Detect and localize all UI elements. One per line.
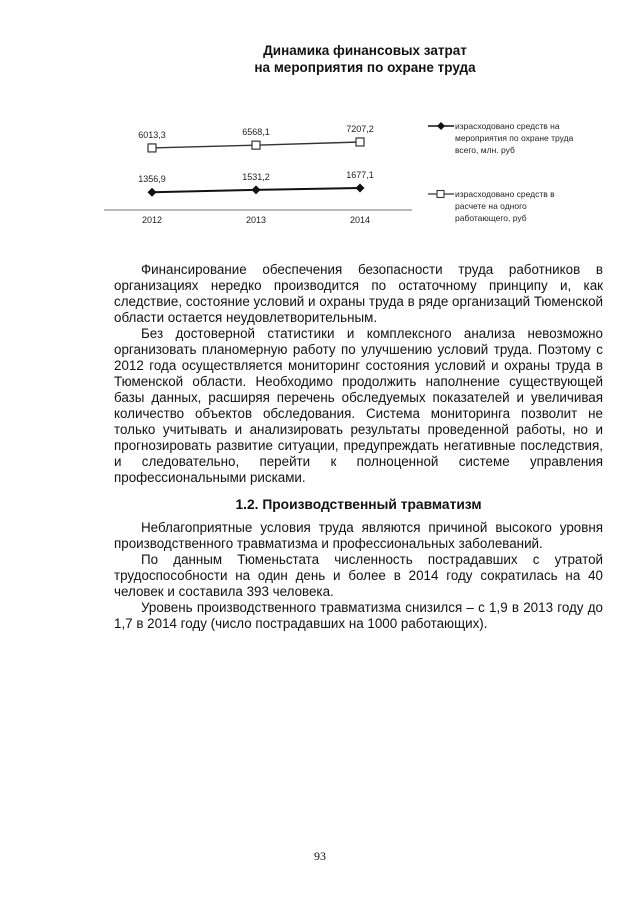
paragraph: Уровень производственного травматизма снизился – с 1,9 в 2013 году до 1,7 в 2014 году (число пострадавших на 1000 работающих). [114,600,603,631]
legend-total-line-2: мероприятия по охране труда [455,133,574,143]
data-point-s2-2014 [356,138,364,146]
data-label-s1-2014: 1677,1 [346,169,374,180]
chart-plot [100,95,420,250]
legend-total-line-1: израсходовано средств на [455,121,560,131]
body-section-1 [114,262,603,486]
page-number: 93 [314,849,326,863]
data-point-s1-2013 [252,185,261,194]
data-point-s1-2012 [148,188,157,197]
data-label-s2-2012: 6013,3 [138,129,166,140]
x-tick-label-2013: 2013 [245,215,267,225]
legend-total-line-3: всего, млн. руб [455,145,515,155]
legend-item-total [427,120,587,156]
paragraph: Без достоверной статистики и комплексного анализа невозможно организовать планомерную работу по улучшению условий труда. Поэтому с 2012 года осуществляется мониторинг состояния условий и охраны труда в Тюменской области. Необходимо продолжить наполнение существующей базы данных, расширяя перечень обследуемых показателей и увеличивая количество объектов обследования. Система мониторинга позволит не только учитывать и анализировать результаты проведенной работы, но и прогнозировать развитие ситуации, предупреждать негативные последствия, и следовательно, перейти к полноценной системе управления профессиональными рисками. [114,326,603,485]
x-tick-label-2012: 2012 [141,215,163,225]
paragraph: Неблагоприятные условия труда являются причиной высокого уровня производственного травматизма и профессиональных заболеваний. [114,520,603,551]
data-point-s1-2014 [356,183,365,192]
legend-diamond-icon [427,120,455,132]
data-label-s1-2012: 1356,9 [138,174,166,185]
legend-per-worker-line-1: израсходовано средств в [455,189,555,199]
legend-item-per-worker [427,188,587,224]
legend-per-worker-line-2: расчете на одного [455,201,527,211]
section-heading: 1.2. Производственный травматизм [235,497,482,512]
data-label-s1-2013: 1531,2 [242,171,270,182]
body-section-2 [114,520,603,632]
paragraph: По данным Тюменьстата численность пострадавших с утратой трудоспособности на один день и более в 2014 году сократилась на 40 человек и составила 393 человека. [114,552,603,599]
paragraph: Финансирование обеспечения безопасности труда работников в организациях нередко производится по остаточному принципу и, как следствие, состояние условий и охраны труда в ряде организаций Тюменской области остается неудовлетворительным. [114,262,603,325]
data-point-s2-2013 [252,141,260,149]
chart-title-line-1: Динамика финансовых затрат [263,43,467,58]
data-label-s2-2013: 6568,1 [242,127,270,138]
legend-per-worker-line-3: работающего, руб [455,213,527,223]
x-tick-label-2014: 2014 [349,215,371,225]
data-label-s2-2014: 7207,2 [346,123,374,134]
data-point-s2-2012 [148,144,156,152]
legend-square-icon [427,188,455,200]
chart-title [150,42,580,76]
chart-title-line-2: на мероприятия по охране труда [254,60,476,75]
